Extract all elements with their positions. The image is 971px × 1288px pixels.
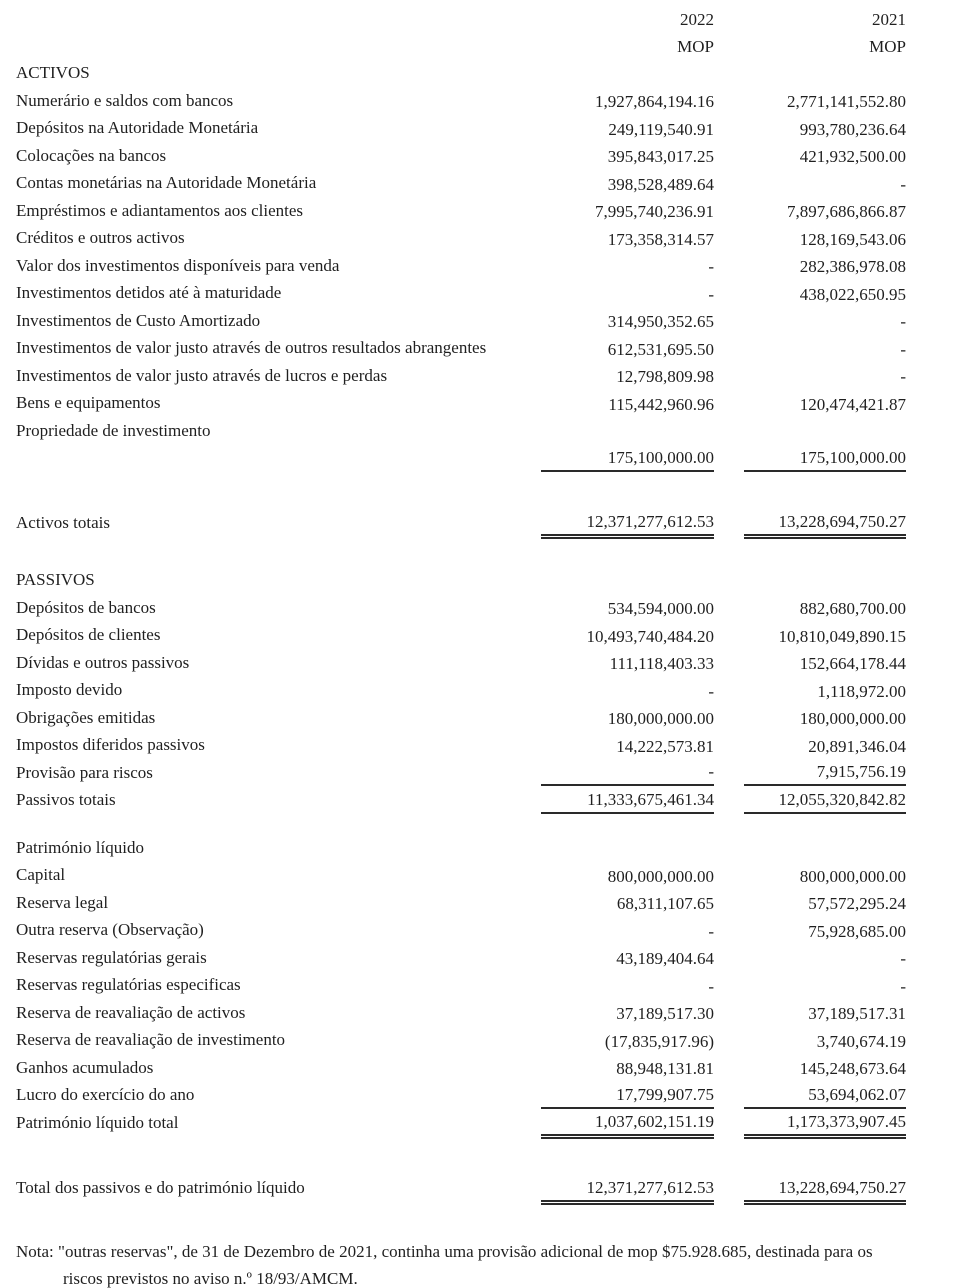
value-2022: 68,311,107.65	[616, 894, 714, 913]
value-2022: -	[541, 760, 714, 786]
value-2021: 37,189,517.31	[808, 1004, 906, 1023]
statement-row	[16, 224, 906, 252]
value-2021: 75,928,685.00	[808, 921, 906, 941]
row-label: Património líquido	[16, 837, 144, 857]
row-label: Total dos passivos e do património líquido	[16, 1178, 305, 1197]
row-label: Outra reserva (Observação)	[16, 920, 204, 939]
footnote-line-2: riscos previstos no aviso n.º 18/93/AMCM.	[63, 1269, 358, 1288]
value-2021: -	[900, 949, 906, 968]
row-label: Ganhos acumulados	[16, 1057, 154, 1077]
statement-row	[16, 1174, 906, 1202]
value-2022: 12,798,809.98	[616, 367, 714, 386]
row-label: Contas monetárias na Autoridade Monetária	[16, 173, 317, 192]
value-2021: 13,228,694,750.27	[744, 510, 906, 536]
statement-row	[16, 142, 906, 170]
row-label: Reserva de reavaliação de activos	[16, 1002, 246, 1022]
statement-row	[16, 389, 906, 417]
currency-header-row	[16, 32, 906, 60]
value-2022: 14,222,573.81	[616, 736, 714, 756]
row-label: Numerário e saldos com bancos	[16, 90, 234, 110]
value-2021: -	[900, 976, 906, 996]
row-label: Obrigações emitidas	[16, 707, 156, 727]
value-2022: 800,000,000.00	[607, 866, 714, 886]
year-header-row	[16, 4, 906, 32]
footnote	[16, 1238, 906, 1288]
value-2021: 3,740,674.19	[816, 1031, 906, 1051]
value-2022: 612,531,695.50	[607, 339, 714, 359]
value-2022: 37,189,517.30	[616, 1004, 714, 1023]
value-2022	[541, 420, 714, 444]
value-2022: 175,100,000.00	[541, 446, 714, 472]
statement-row	[16, 999, 906, 1027]
row-label: Activos totais	[16, 512, 110, 532]
statement-row	[16, 169, 906, 197]
value-2022	[541, 570, 714, 594]
row-label: Depósitos na Autoridade Monetária	[16, 118, 259, 137]
row-label: Investimentos de valor justo através de outros resultados abrangentes	[16, 338, 487, 357]
value-2022: -	[708, 284, 714, 304]
row-label: Investimentos de valor justo através de lucros e perdas	[16, 365, 388, 385]
row-label: Reserva legal	[16, 892, 109, 912]
statement-row	[16, 566, 906, 594]
row-label: Valor dos investimentos disponíveis para venda	[16, 255, 340, 275]
statement-row	[16, 279, 906, 307]
row-label: Investimentos detidos até à maturidade	[16, 283, 282, 302]
value-2021: 438,022,650.95	[799, 284, 906, 304]
value-2022: 534,594,000.00	[607, 599, 714, 618]
value-2022: 111,118,403.33	[609, 654, 714, 673]
value-2022: 7,995,740,236.91	[595, 202, 714, 221]
value-2021: 7,897,686,866.87	[787, 202, 906, 221]
row-label: Património líquido total	[16, 1112, 179, 1132]
row-label: Impostos diferidos passivos	[16, 735, 205, 754]
value-2021: 57,572,295.24	[808, 894, 906, 913]
value-2021: 20,891,346.04	[808, 736, 906, 756]
value-2022: -	[708, 681, 714, 701]
value-2022: 17,799,907.75	[541, 1083, 714, 1109]
statement-row	[16, 621, 906, 649]
statement-row	[16, 362, 906, 390]
value-2022: 12,371,277,612.53	[541, 1176, 714, 1202]
value-2021: 120,474,421.87	[799, 394, 906, 414]
value-2022	[541, 63, 714, 87]
row-label: Créditos e outros activos	[16, 228, 185, 247]
value-2021: 10,810,049,890.15	[778, 626, 906, 646]
row-label: Colocações na bancos	[16, 145, 167, 165]
year-2022-header: 2022	[680, 9, 714, 29]
value-2022: 12,371,277,612.53	[541, 510, 714, 536]
statement-row	[16, 252, 906, 280]
statement-row	[16, 1109, 906, 1137]
row-label: Lucro do exercício do ano	[16, 1085, 195, 1104]
statement-row	[16, 444, 906, 472]
row-label: Reserva de reavaliação de investimento	[16, 1030, 286, 1049]
row-label: Provisão para riscos	[16, 762, 153, 782]
value-2022: (17,835,917.96)	[604, 1031, 714, 1051]
statement-row	[16, 594, 906, 622]
value-2021: -	[900, 312, 906, 331]
statement-row	[16, 1054, 906, 1082]
value-2021	[744, 837, 906, 861]
value-2021: 175,100,000.00	[744, 446, 906, 472]
value-2021	[744, 420, 906, 444]
value-2022: 1,037,602,151.19	[541, 1110, 714, 1136]
value-2021: 993,780,236.64	[799, 119, 906, 139]
statement-row	[16, 759, 906, 787]
value-2022: 11,333,675,461.34	[541, 788, 714, 814]
statement-row	[16, 114, 906, 142]
statement-row	[16, 944, 906, 972]
row-label: Reservas regulatórias especificas	[16, 975, 241, 994]
value-2021: -	[900, 367, 906, 386]
row-label: Reservas regulatórias gerais	[16, 947, 207, 967]
statement-row	[16, 649, 906, 677]
value-2022: 395,843,017.25	[607, 147, 714, 166]
value-2021: -	[900, 174, 906, 194]
value-2021: -	[900, 339, 906, 359]
row-label: Depósitos de clientes	[16, 625, 161, 644]
value-2021	[744, 570, 906, 594]
statement-row	[16, 786, 906, 814]
statement-row	[16, 334, 906, 362]
statement-row	[16, 1026, 906, 1054]
statement-row	[16, 834, 906, 862]
value-2022: 88,948,131.81	[616, 1059, 714, 1078]
statement-row	[16, 731, 906, 759]
row-label: Propriedade de investimento	[16, 420, 211, 440]
statement-row	[16, 1081, 906, 1109]
value-2021: 1,118,972.00	[817, 681, 906, 701]
value-2021: 53,694,062.07	[744, 1083, 906, 1109]
value-2021: 282,386,978.08	[799, 257, 906, 276]
value-2022: 1,927,864,194.16	[595, 92, 714, 111]
footnote-line-1: Nota: "outras reservas", de 31 de Dezembro de 2021, continha uma provisão adicional de mop $75.928.685, destinada para os	[16, 1241, 873, 1261]
statement-row	[16, 971, 906, 999]
value-2021: 13,228,694,750.27	[744, 1176, 906, 1202]
row-label: Empréstimos e adiantamentos aos clientes	[16, 200, 304, 220]
value-2022: 43,189,404.64	[616, 949, 714, 968]
value-2022: 249,119,540.91	[608, 119, 714, 139]
value-2021: 1,173,373,907.45	[744, 1110, 906, 1136]
statement-row	[16, 509, 906, 537]
statement-row	[16, 916, 906, 944]
statement-row	[16, 861, 906, 889]
statement-row	[16, 417, 906, 445]
value-2022: -	[708, 257, 714, 276]
value-2021: 180,000,000.00	[799, 709, 906, 728]
value-2022: 173,358,314.57	[607, 229, 714, 249]
statement-row	[16, 889, 906, 917]
row-label: Dívidas e outros passivos	[16, 652, 190, 672]
row-label: Depósitos de bancos	[16, 597, 156, 617]
statement-body	[16, 59, 906, 1202]
value-2021: 12,055,320,842.82	[744, 788, 906, 814]
value-2022: -	[708, 976, 714, 996]
value-2021: 421,932,500.00	[799, 147, 906, 166]
value-2022: 10,493,740,484.20	[586, 626, 714, 646]
statement-row	[16, 307, 906, 335]
year-2021-header: 2021	[872, 9, 906, 29]
row-label: Imposto devido	[16, 680, 123, 699]
value-2022	[541, 837, 714, 861]
value-2021: 7,915,756.19	[744, 760, 906, 786]
statement-row	[16, 676, 906, 704]
value-2021: 882,680,700.00	[799, 599, 906, 618]
value-2022: 314,950,352.65	[607, 312, 714, 331]
currency-2022-header: MOP	[677, 37, 714, 56]
value-2022: 180,000,000.00	[607, 709, 714, 728]
currency-2021-header: MOP	[869, 37, 906, 56]
statement-row	[16, 59, 906, 87]
value-2022: 398,528,489.64	[607, 174, 714, 194]
value-2021	[744, 63, 906, 87]
value-2021: 128,169,543.06	[799, 229, 906, 249]
value-2021: 145,248,673.64	[799, 1059, 906, 1078]
statement-row	[16, 197, 906, 225]
row-label: ACTIVOS	[16, 63, 90, 82]
row-label: Passivos totais	[16, 790, 116, 809]
row-label: PASSIVOS	[16, 570, 95, 589]
value-2022: 115,442,960.96	[608, 394, 714, 414]
statement-row	[16, 87, 906, 115]
row-label: Bens e equipamentos	[16, 393, 161, 412]
value-2022: -	[708, 921, 714, 941]
value-2021: 152,664,178.44	[799, 654, 906, 673]
row-label: Investimentos de Custo Amortizado	[16, 310, 261, 330]
value-2021: 800,000,000.00	[799, 866, 906, 886]
row-label: Capital	[16, 865, 66, 884]
value-2021: 2,771,141,552.80	[787, 92, 906, 111]
statement-row	[16, 704, 906, 732]
